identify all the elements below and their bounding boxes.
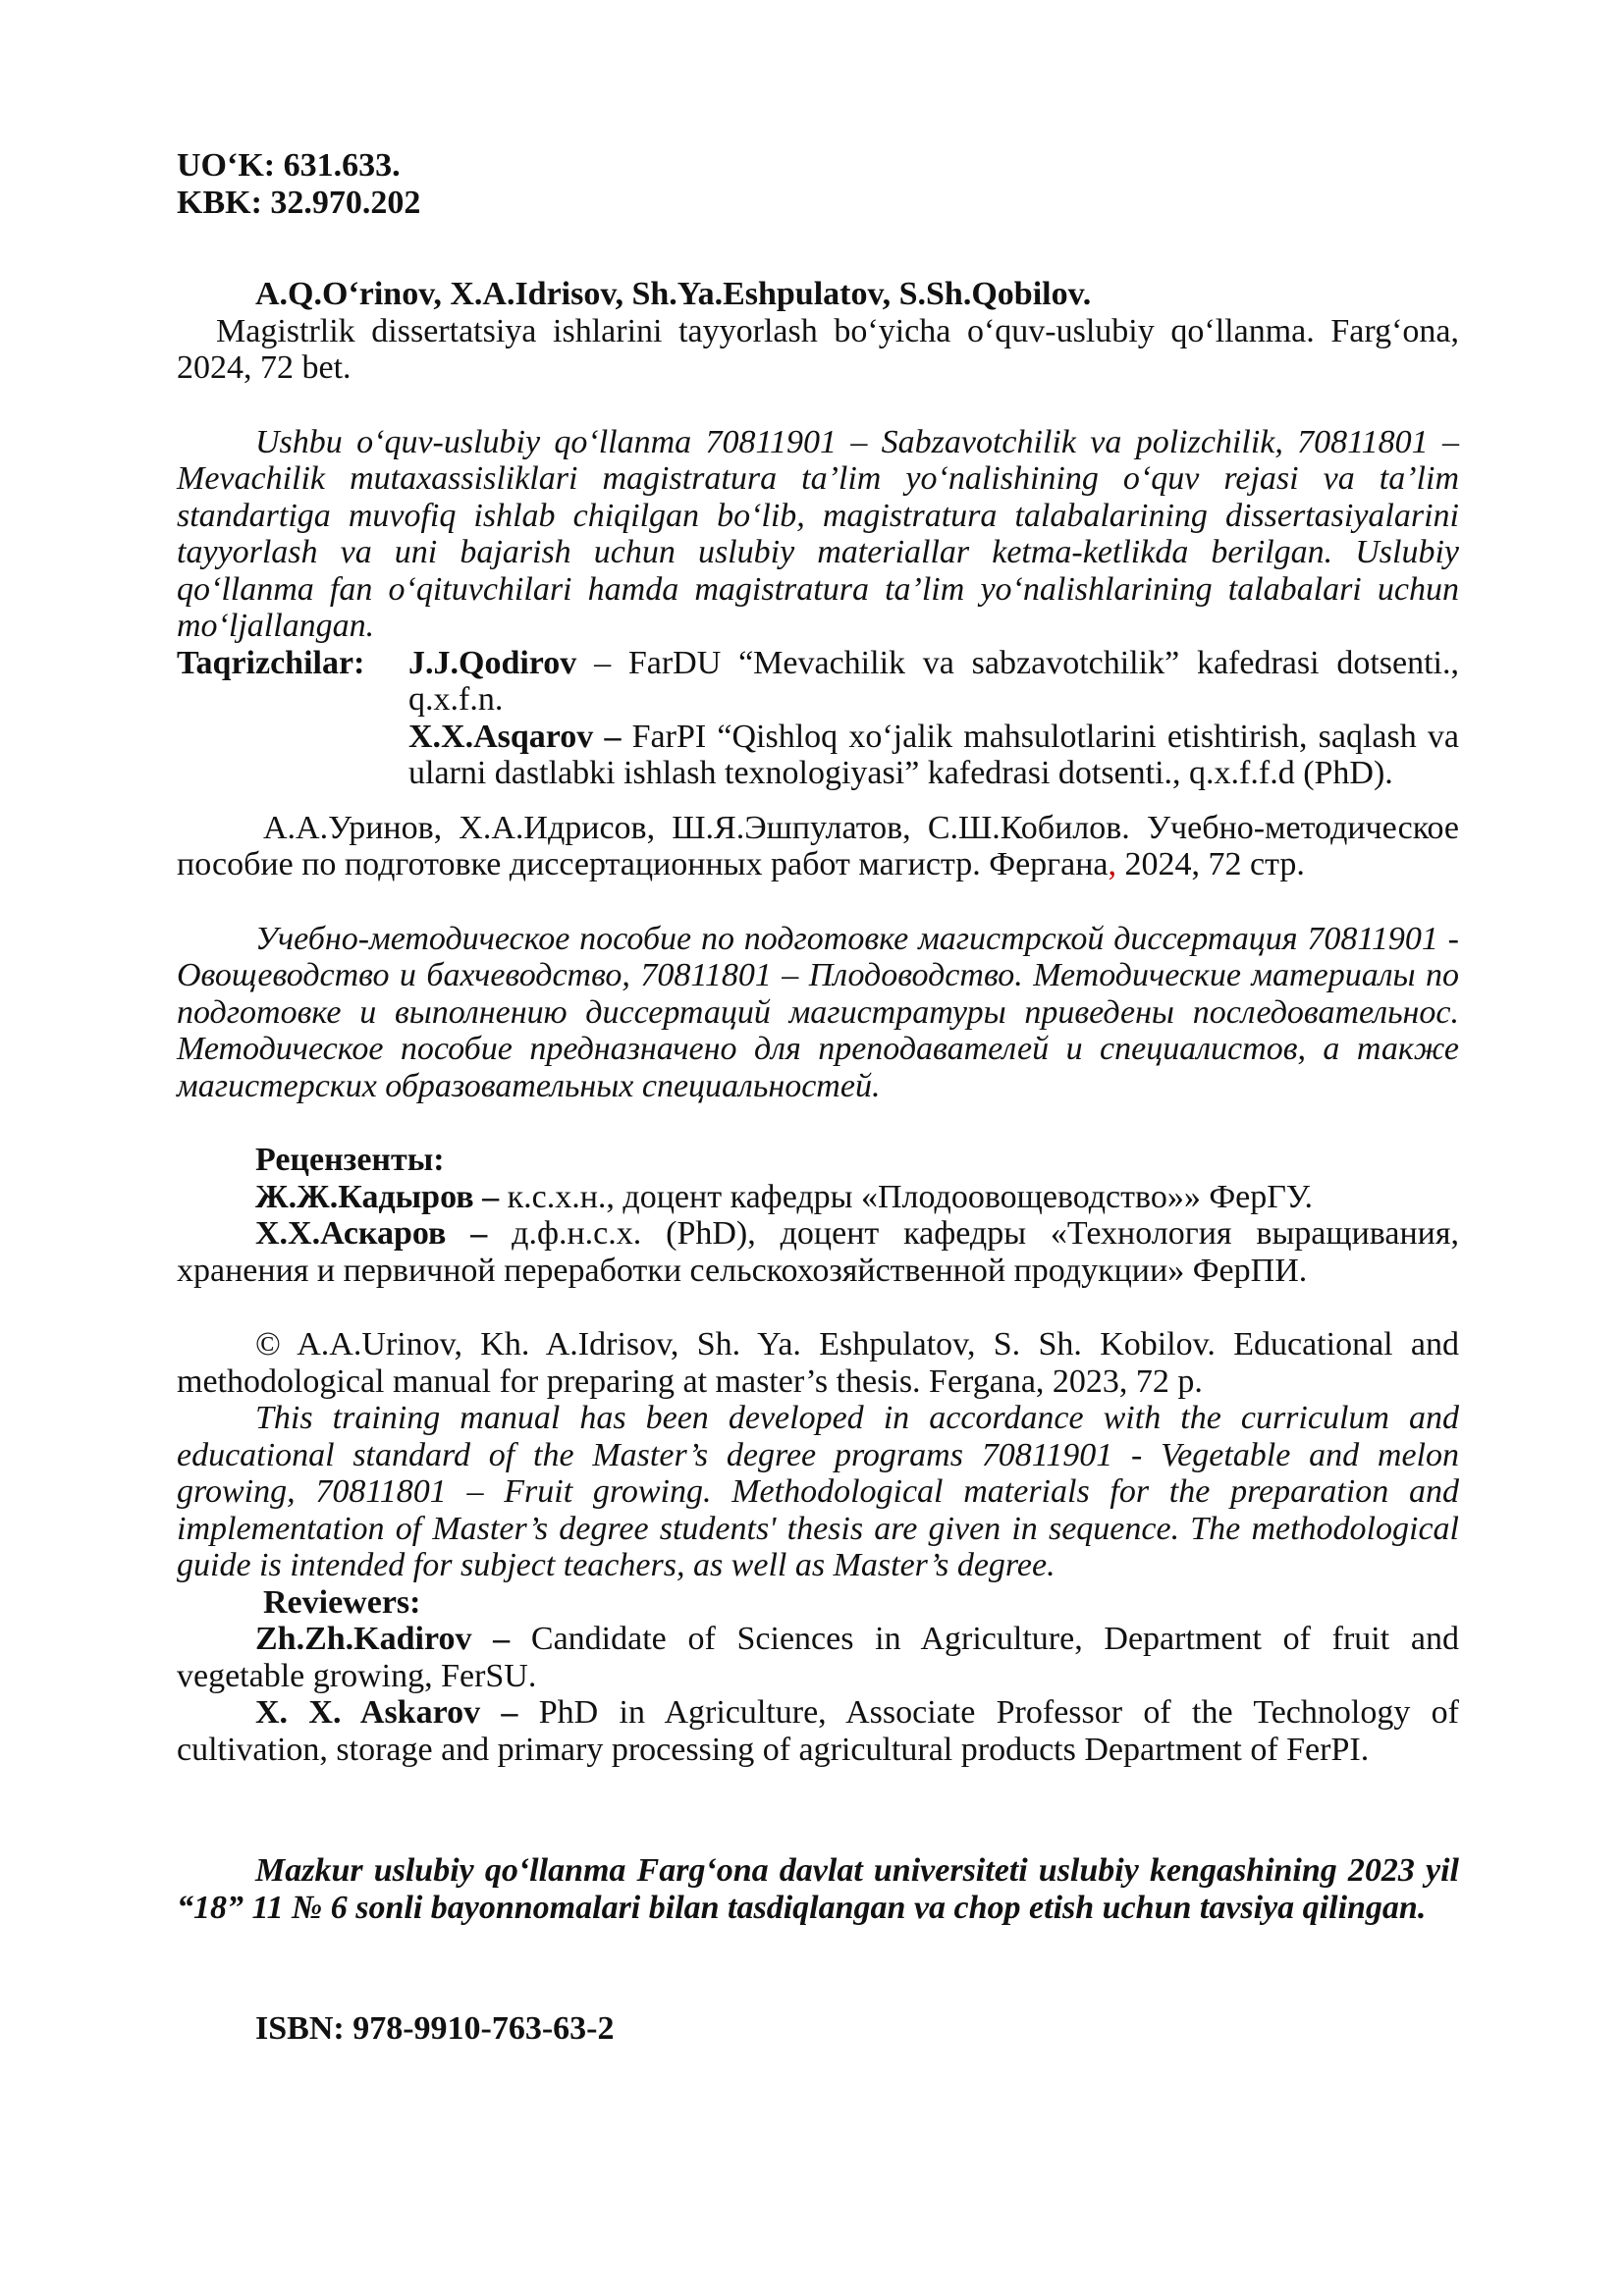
ru-abstract: Учебно-методическое пособие по подготовке магистрской диссертация 70811901 - Овощеводство и бахчеводство, 70811801 – Плодоводство. Методические материалы по подготовке и выполнению диссертаций магистратуры приведены последовательнос. Методическое пособие предназначено для преподавателей и специалистов, а также магистерских образовательных специальностей. <box>177 920 1459 1104</box>
ru-reviewer-1 <box>177 1179 1459 1216</box>
uz-title: Magistrlik dissertatsiya ishlarini tayyorlash bo‘yicha o‘quv-uslubiy qo‘llanma. Farg‘ona, 2024, 72 bet. <box>177 312 1459 386</box>
uz-reviewer-2 <box>408 719 1459 792</box>
ru-citation <box>177 810 1459 883</box>
page-content <box>177 147 1459 2048</box>
uz-reviewer-1-name: J.J.Qodirov <box>408 644 577 681</box>
uz-reviewer-2-name: X.X.Asqarov – <box>408 718 622 755</box>
uz-abstract: Ushbu o‘quv-uslubiy qo‘llanma 70811901 – Sabzavotchilik va polizchilik, 70811801 – Mevachilik mutaxassisliklari magistratura ta’lim yo‘nalishining o‘quv rejasi va ta’lim standartiga muvofiq ishlab chiqilgan bo‘lib, magistratura talabalarining dissertasiyalarini tayyorlash va uni bajarish uchun uslubiy materiallar ketma-ketlikda berilgan. Uslubiy qo‘llanma fan o‘qituvchilari hamda magistratura ta’lim yo‘nalishlarining talabalari uchun mo‘ljallangan. <box>177 423 1459 644</box>
uz-reviewer-1 <box>408 645 1459 719</box>
isbn: ISBN: 978-9910-763-63-2 <box>255 2010 615 2047</box>
en-reviewer-1-name: Zh.Zh.Kadirov – <box>255 1621 511 1657</box>
udk-code: UO‘K: 631.633. <box>177 147 401 184</box>
uz-reviewers-list <box>408 645 1459 792</box>
kbk-code: KBK: 32.970.202 <box>177 184 421 221</box>
ru-reviewer-2 <box>177 1215 1459 1289</box>
en-reviewer-1 <box>177 1621 1459 1694</box>
uz-reviewer-1-text: – FarDU “Mevachilik va sabzavotchilik” kafedrasi dotsenti., q.x.f.n. <box>408 644 1459 718</box>
uz-authors: A.Q.O‘rinov, X.A.Idrisov, Sh.Ya.Eshpulatov, S.Sh.Qobilov. <box>255 276 1092 312</box>
en-reviewer-2-text: PhD in Agriculture, Associate Professor of the Technology of cultivation, storage and primary processing of agricultural products Department of FerPI. <box>177 1694 1459 1768</box>
ru-citation-main: А.А.Уринов, Х.А.Идрисов, Ш.Я.Эшпулатов, С.Ш.Кобилов. Учебно-методическое пособие по подготовке диссертационных работ магистр. Фергана <box>177 809 1459 882</box>
en-reviewer-1-text: Candidate of Sciences in Agriculture, Department of fruit and vegetable growing, FerSU. <box>177 1621 1460 1694</box>
en-citation: © A.A.Urinov, Kh. A.Idrisov, Sh. Ya. Eshpulatov, S. Sh. Kobilov. Educational and methodological manual for preparing at master’s thesis. Fergana, 2023, 72 p. <box>177 1326 1459 1400</box>
ru-reviewer-1-text: к.с.х.н., доцент кафедры «Плодоовощеводство»» ФерГУ. <box>499 1178 1313 1215</box>
ru-citation-comma: , <box>1108 846 1116 882</box>
uz-reviewers-label: Taqrizchilar: <box>177 644 365 681</box>
en-reviewer-2 <box>177 1694 1459 1768</box>
en-reviewers-label: Reviewers: <box>263 1583 421 1621</box>
en-reviewer-2-name: X. X. Askarov – <box>255 1694 518 1731</box>
ru-reviewer-1-name: Ж.Ж.Кадыров – <box>255 1178 500 1215</box>
en-abstract: This training manual has been developed in accordance with the curriculum and educational standard of the Master’s degree programs 70811901 - Vegetable and melon growing, 70811801 – Fruit growing. Methodological materials for the preparation and implementation of Master’s degree students' thesis are given in sequence. The methodological guide is intended for subject teachers, as well as Master’s degree. <box>177 1400 1459 1583</box>
ru-reviewers-label: Рецензенты: <box>255 1142 445 1178</box>
uz-reviewer-2-text: FarPI “Qishloq xo‘jalik mahsulotlarini etishtirish, saqlash va ularni dastlabki ishlash texnologiyasi” kafedrasi dotsenti., q.x.f.f.d (PhD). <box>408 718 1460 791</box>
ru-reviewer-2-text: д.ф.н.с.х. (PhD), доцент кафедры «Технология выращивания, хранения и первичной переработки сельскохозяйственной продукции» ФерПИ. <box>177 1215 1459 1289</box>
ru-reviewer-2-name: Х.Х.Аскаров – <box>255 1215 488 1252</box>
approval-note: Mazkur uslubiy qo‘llanma Farg‘ona davlat universiteti uslubiy kengashining 2023 yil “18” 11 № 6 sonli bayonnomalari bilan tasdiqlangan va chop etish uchun tavsiya qilingan. <box>177 1852 1459 1926</box>
ru-citation-end: 2024, 72 стр. <box>1115 846 1305 882</box>
uz-reviewers <box>177 645 1459 792</box>
